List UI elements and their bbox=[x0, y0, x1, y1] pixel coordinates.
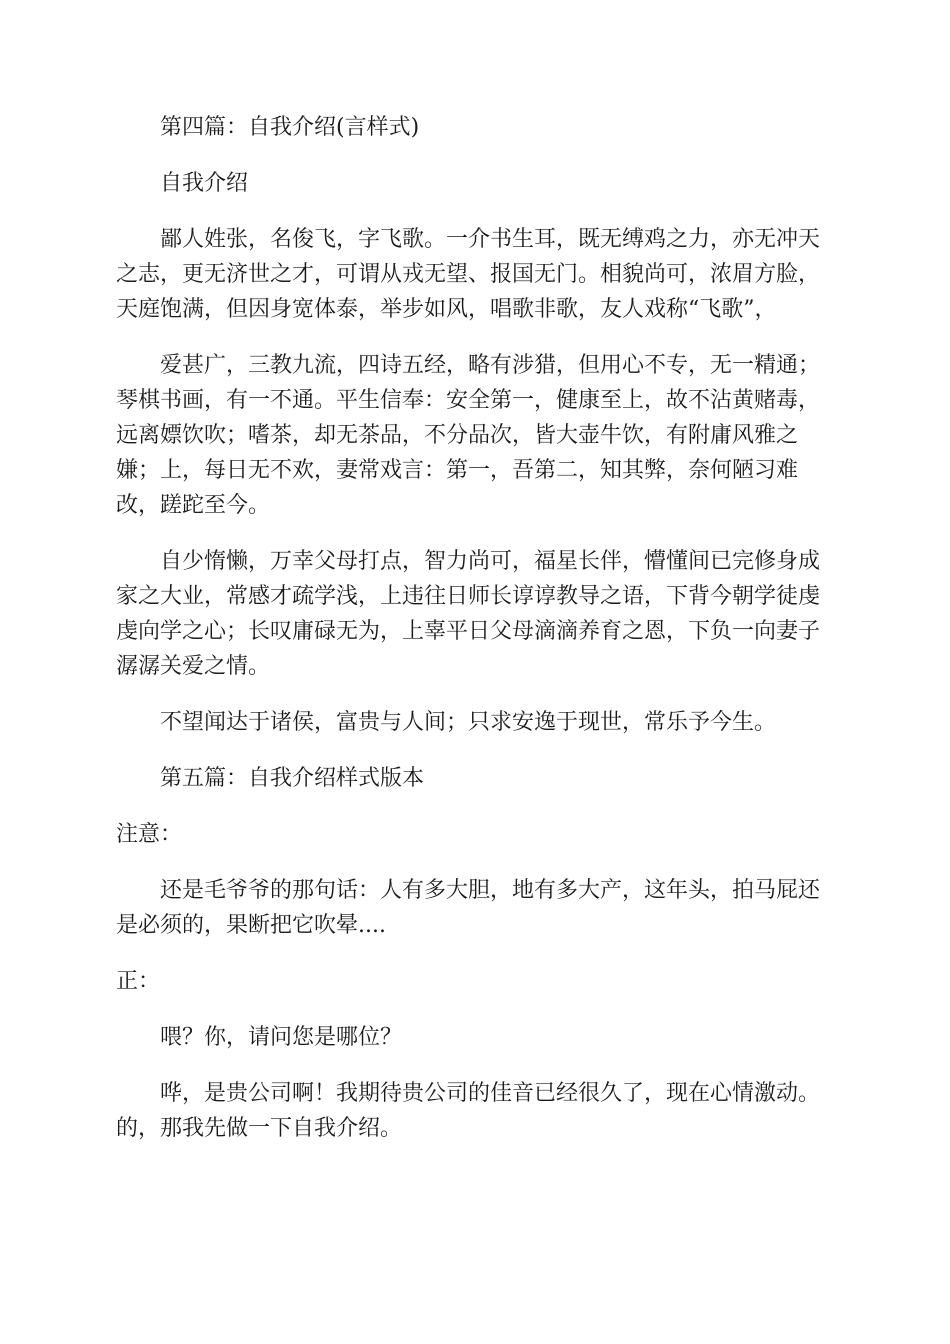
body-label: 正： bbox=[116, 969, 161, 994]
paragraph: 爱甚广，三教九流，四诗五经，略有涉猎，但用心不专，无一精通；琴棋书画，有一不通。平生信奉：安全第一，健康至上，故不沾黄赌毒，远离嫖饮吹；嗜茶，却无茶品，不分品次，皆大壶牛饮，有附庸风雅之嫌；上，每日无不欢，妻常戏言：第一，吾第二，知其弊，奈何陋习难改，蹉跎至今。 bbox=[116, 353, 821, 518]
paragraph: 自少惰懒，万幸父母打点，智力尚可，福星长伴，懵懂间已完修身成家之大业，常感才疏学浅，上违往日师长谆谆教导之语，下背今朝学徒虔虔向学之心；长叹庸碌无为，上辜平日父母滴滴养育之恩，下负一向妻子潺潺关爱之情。 bbox=[116, 549, 821, 679]
note-label: 注意： bbox=[116, 822, 183, 847]
paragraph: 哗，是贵公司啊！我期待贵公司的佳音已经很久了，现在心情激动。的，那我先做一下自我介绍。 bbox=[116, 1081, 821, 1141]
paragraph: 还是毛爷爷的那句话：人有多大胆，地有多大产，这年头，拍马屁还是必须的，果断把它吹晕.... bbox=[116, 878, 821, 938]
paragraph: 鄙人姓张，名俊飞，字飞歌。一介书生耳，既无缚鸡之力，亦无冲天之志，更无济世之才，可谓从戎无望、报国无门。相貌尚可，浓眉方脸，天庭饱满，但因身宽体泰，举步如风，唱歌非歌，友人戏称“飞歌”， bbox=[116, 227, 821, 322]
paragraph: 不望闻达于诸侯，富贵与人间；只求安逸于现世，常乐予今生。 bbox=[160, 710, 777, 735]
subheading: 自我介绍 bbox=[160, 171, 249, 196]
paragraph: 喂？你，请问您是哪位？ bbox=[160, 1025, 403, 1050]
section-heading-4: 第四篇：自我介绍(言样式) bbox=[160, 115, 420, 140]
section-heading-5: 第五篇：自我介绍样式版本 bbox=[160, 766, 425, 791]
document-body bbox=[116, 110, 836, 1167]
